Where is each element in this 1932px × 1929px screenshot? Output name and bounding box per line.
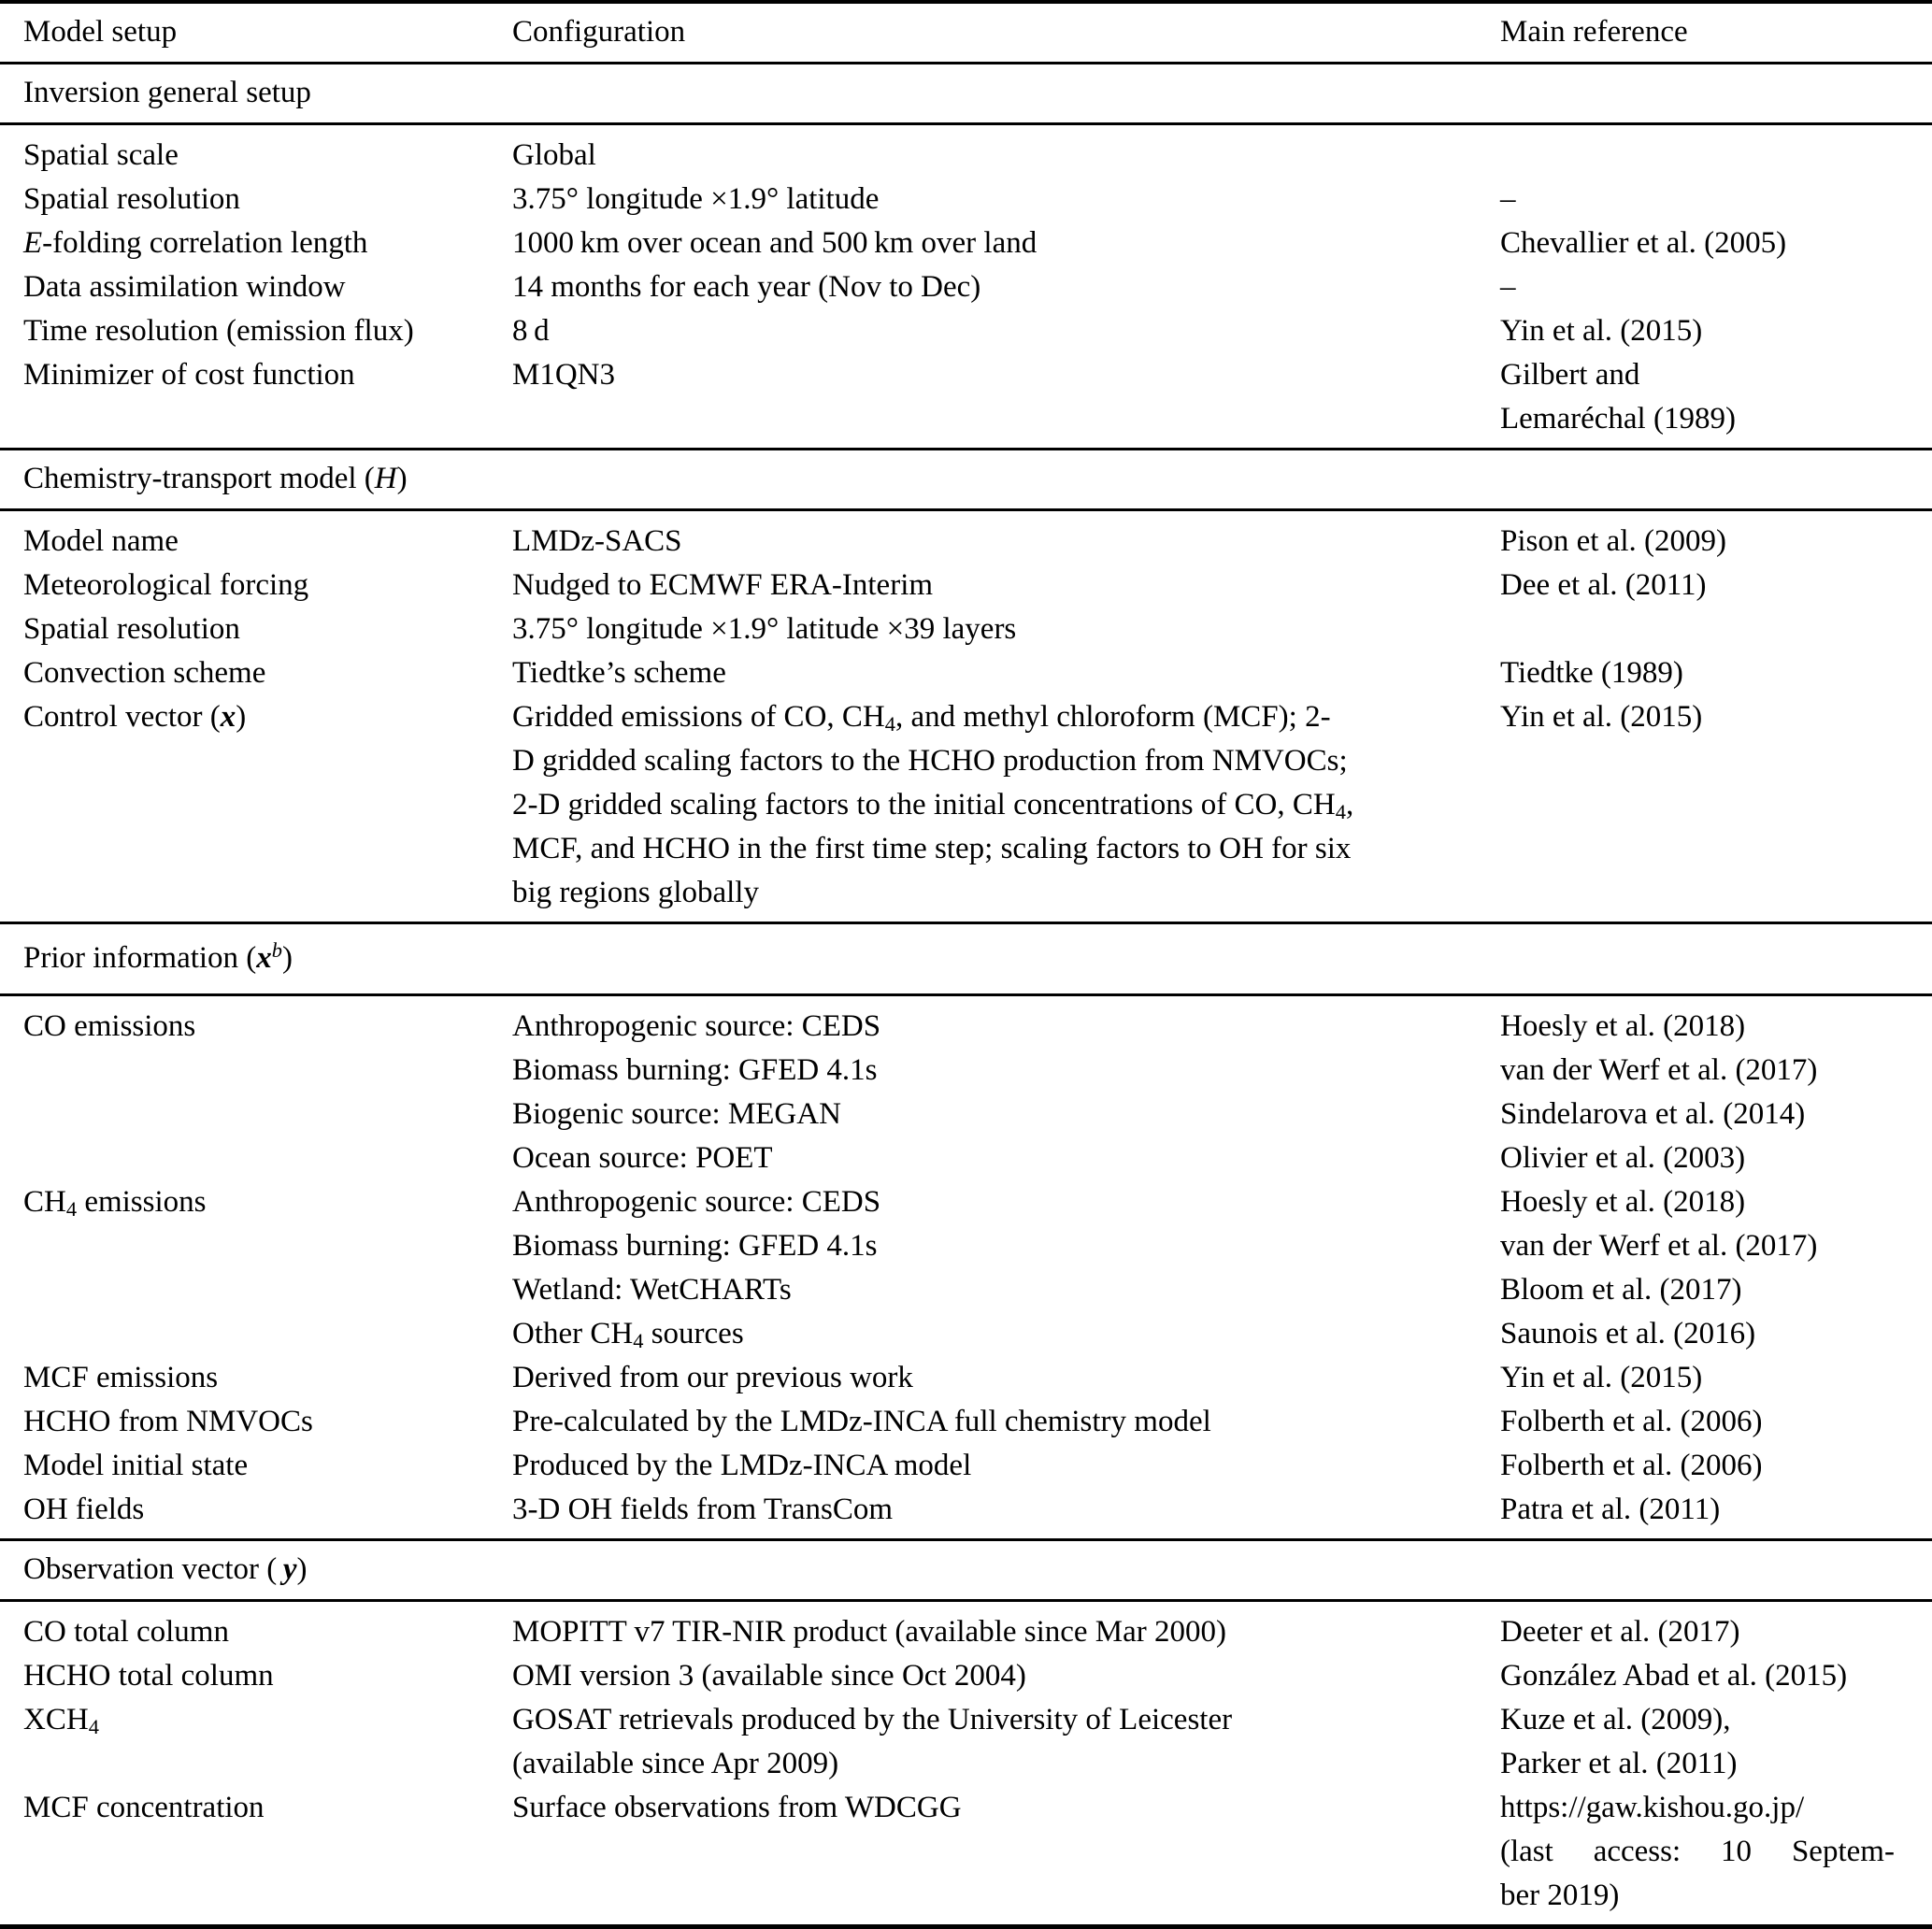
table-row	[0, 1444, 1932, 1488]
text-segment: Surface observations from WDCGG	[512, 1791, 962, 1824]
text-segment: Model name	[23, 524, 179, 558]
cell-main-reference	[1500, 827, 1932, 871]
text-segment: CO total column	[23, 1615, 229, 1649]
table-row	[0, 1830, 1932, 1874]
cell-main-reference	[1500, 564, 1932, 607]
text-segment: CH	[23, 1185, 66, 1219]
cell-main-reference	[1500, 1610, 1932, 1654]
cell-configuration	[512, 1874, 1500, 1918]
text-segment: van der Werf et al. (2017)	[1500, 1229, 1818, 1263]
text-segment: 14 months for each year (Nov to Dec)	[512, 270, 981, 304]
table-row	[0, 1610, 1932, 1654]
text-segment: 4	[88, 1714, 99, 1738]
section-header-row	[0, 450, 1932, 508]
cell-model-setup	[23, 353, 512, 397]
cell-configuration	[512, 1356, 1500, 1400]
table-row	[0, 1488, 1932, 1532]
text-segment: Wetland: WetCHARTs	[512, 1273, 792, 1307]
text-segment: OMI version 3 (available since Oct 2004)	[512, 1659, 1026, 1693]
cell-main-reference	[1500, 397, 1932, 441]
cell-model-setup	[23, 1698, 512, 1742]
text-segment: Global	[512, 138, 596, 172]
table-section	[0, 64, 1932, 450]
table-row	[0, 695, 1932, 739]
cell-configuration	[512, 1444, 1500, 1488]
cell-model-setup	[23, 651, 512, 695]
text-segment: OH fields	[23, 1493, 145, 1526]
text-segment: Sindelarova et al. (2014)	[1500, 1097, 1806, 1131]
cell-model-setup	[23, 1786, 512, 1830]
cell-model-setup	[23, 695, 512, 739]
table-section	[0, 924, 1932, 1541]
text-segment: Spatial resolution	[23, 612, 240, 646]
cell-configuration	[512, 739, 1500, 783]
section-body	[0, 1602, 1932, 1924]
cell-model-setup	[23, 397, 512, 441]
table-row	[0, 1136, 1932, 1180]
table-bottom-rule	[0, 1924, 1932, 1929]
text-segment: Hoesly et al. (2018)	[1500, 1185, 1746, 1219]
cell-model-setup	[23, 564, 512, 607]
table-row	[0, 1356, 1932, 1400]
table-sections	[0, 64, 1932, 1929]
cell-model-setup	[23, 520, 512, 564]
cell-configuration	[512, 1742, 1500, 1786]
table-header-row	[0, 4, 1932, 62]
text-segment: 4	[884, 711, 895, 736]
text-segment: -folding correlation length	[42, 226, 368, 260]
cell-model-setup	[23, 871, 512, 915]
cell-configuration	[512, 783, 1500, 827]
cell-model-setup	[23, 1488, 512, 1532]
cell-configuration	[512, 1786, 1500, 1830]
text-segment: Data assimilation window	[23, 270, 346, 304]
cell-configuration	[512, 1698, 1500, 1742]
text-segment: )	[296, 1552, 308, 1586]
cell-main-reference	[1500, 1830, 1932, 1874]
text-segment: MCF concentration	[23, 1791, 265, 1824]
cell-model-setup	[23, 1180, 512, 1224]
text-segment: MOPITT v7 TIR-NIR product (available since Mar 2000)	[512, 1615, 1227, 1649]
text-segment: Chevallier et al. (2005)	[1500, 226, 1787, 260]
cell-model-setup	[23, 1093, 512, 1136]
text-segment: Yin et al. (2015)	[1500, 700, 1703, 734]
text-segment: Tiedtke’s scheme	[512, 656, 726, 690]
text-segment: Anthropogenic source: CEDS	[512, 1009, 881, 1043]
table-row	[0, 520, 1932, 564]
section-header-row	[0, 64, 1932, 122]
text-segment: MCF, and HCHO in the first time step; scaling factors to OH for six	[512, 832, 1352, 865]
text-segment: Time resolution (emission flux)	[23, 314, 414, 348]
table-row	[0, 1742, 1932, 1786]
text-segment: 3-D OH fields from TransCom	[512, 1493, 894, 1526]
text-segment: M1QN3	[512, 358, 616, 392]
cell-model-setup	[23, 1356, 512, 1400]
text-segment: )	[236, 700, 247, 734]
cell-main-reference	[1500, 739, 1932, 783]
cell-configuration	[512, 1400, 1500, 1444]
cell-model-setup	[23, 1312, 512, 1356]
text-segment: )	[282, 941, 293, 975]
cell-model-setup	[23, 1654, 512, 1698]
section-header-row	[0, 1541, 1932, 1599]
cell-configuration	[512, 827, 1500, 871]
cell-configuration	[512, 1312, 1500, 1356]
table-row	[0, 1005, 1932, 1049]
cell-model-setup	[23, 265, 512, 309]
text-segment: )	[396, 462, 408, 495]
cell-model-setup	[23, 607, 512, 651]
cell-main-reference	[1500, 1312, 1932, 1356]
table-row	[0, 827, 1932, 871]
cell-model-setup	[23, 1400, 512, 1444]
cell-main-reference	[1500, 1268, 1932, 1312]
text-segment: Minimizer of cost function	[23, 358, 355, 392]
text-segment: Observation vector (	[23, 1552, 283, 1586]
cell-model-setup	[23, 134, 512, 178]
table-row	[0, 1698, 1932, 1742]
table-row	[0, 607, 1932, 651]
text-segment: sources	[643, 1317, 744, 1350]
text-segment: (last access: 10 Septem-	[1500, 1835, 1895, 1868]
cell-model-setup	[23, 1136, 512, 1180]
text-segment: Kuze et al. (2009),	[1500, 1703, 1731, 1736]
text-segment: Spatial resolution	[23, 182, 240, 216]
table-row	[0, 1268, 1932, 1312]
cell-main-reference	[1500, 1488, 1932, 1532]
cell-model-setup	[23, 1444, 512, 1488]
text-segment: Gilbert and	[1500, 358, 1640, 392]
cell-model-setup	[23, 309, 512, 353]
cell-model-setup	[23, 1610, 512, 1654]
cell-main-reference	[1500, 1356, 1932, 1400]
text-segment: 4	[1335, 799, 1346, 823]
cell-main-reference	[1500, 1786, 1932, 1830]
cell-main-reference	[1500, 353, 1932, 397]
text-segment: van der Werf et al. (2017)	[1500, 1053, 1818, 1087]
text-segment: –	[1500, 182, 1516, 216]
text-segment: Derived from our previous work	[512, 1361, 913, 1394]
text-segment: Lemaréchal (1989)	[1500, 402, 1736, 436]
cell-main-reference	[1500, 1005, 1932, 1049]
text-segment: Gridded emissions of CO, CH	[512, 700, 885, 734]
section-body	[0, 996, 1932, 1538]
text-segment: González Abad et al. (2015)	[1500, 1659, 1848, 1693]
cell-configuration	[512, 1136, 1500, 1180]
text-segment: Meteorological forcing	[23, 568, 309, 602]
cell-configuration	[512, 1049, 1500, 1093]
cell-configuration	[512, 1224, 1500, 1268]
table-row	[0, 221, 1932, 265]
text-segment: Folberth et al. (2006)	[1500, 1449, 1763, 1482]
table-section	[0, 1541, 1932, 1929]
cell-configuration	[512, 1268, 1500, 1312]
cell-main-reference	[1500, 1698, 1932, 1742]
cell-configuration	[512, 397, 1500, 441]
cell-model-setup	[23, 1268, 512, 1312]
text-segment: ,	[1345, 788, 1354, 822]
cell-main-reference	[1500, 1400, 1932, 1444]
cell-main-reference	[1500, 695, 1932, 739]
cell-model-setup	[23, 1830, 512, 1874]
cell-main-reference	[1500, 783, 1932, 827]
cell-main-reference	[1500, 1180, 1932, 1224]
text-segment: Model initial state	[23, 1449, 249, 1482]
cell-main-reference	[1500, 134, 1932, 178]
text-segment: HCHO total column	[23, 1659, 274, 1693]
text-segment: 4	[65, 1196, 78, 1221]
section-body	[0, 125, 1932, 448]
text-segment: Produced by the LMDz-INCA model	[512, 1449, 972, 1482]
cell-main-reference	[1500, 1049, 1932, 1093]
text-segment: XCH	[23, 1703, 89, 1736]
cell-model-setup	[23, 827, 512, 871]
section-title	[23, 936, 1932, 980]
table-row	[0, 783, 1932, 827]
cell-configuration	[512, 1610, 1500, 1654]
text-segment: LMDz-SACS	[512, 524, 682, 558]
text-segment: 4	[633, 1328, 644, 1352]
cell-configuration	[512, 1180, 1500, 1224]
cell-configuration	[512, 1830, 1500, 1874]
text-segment: , and methyl chloroform (MCF); 2-	[894, 700, 1331, 734]
cell-main-reference	[1500, 178, 1932, 221]
table-row	[0, 739, 1932, 783]
text-segment: Bloom et al. (2017)	[1500, 1273, 1742, 1307]
text-segment: 2-D gridded scaling factors to the initial concentrations of CO, CH	[512, 788, 1336, 822]
text-segment: 8 d	[512, 314, 550, 348]
cell-main-reference	[1500, 1654, 1932, 1698]
cell-configuration	[512, 520, 1500, 564]
text-segment: Chemistry-transport model (	[23, 462, 375, 495]
cell-configuration	[512, 1488, 1500, 1532]
text-segment: Tiedtke (1989)	[1500, 656, 1683, 690]
text-segment: D gridded scaling factors to the HCHO production from NMVOCs;	[512, 744, 1348, 778]
cell-model-setup	[23, 1005, 512, 1049]
cell-configuration	[512, 871, 1500, 915]
cell-main-reference	[1500, 1093, 1932, 1136]
cell-configuration	[512, 309, 1500, 353]
text-segment: Spatial scale	[23, 138, 179, 172]
cell-model-setup	[23, 1224, 512, 1268]
cell-configuration	[512, 221, 1500, 265]
cell-model-setup	[23, 221, 512, 265]
cell-configuration	[512, 1093, 1500, 1136]
text-segment: Other CH	[512, 1317, 634, 1350]
text-segment: HCHO from NMVOCs	[23, 1405, 313, 1438]
table-row	[0, 309, 1932, 353]
text-segment: Convection scheme	[23, 656, 266, 690]
text-segment: (available since Apr 2009)	[512, 1747, 839, 1780]
text-segment: Yin et al. (2015)	[1500, 314, 1703, 348]
cell-configuration	[512, 265, 1500, 309]
table-row	[0, 651, 1932, 695]
cell-main-reference	[1500, 1444, 1932, 1488]
text-segment: Pre-calculated by the LMDz-INCA full chemistry model	[512, 1405, 1211, 1438]
text-segment: Ocean source: POET	[512, 1141, 773, 1175]
text-segment: y	[282, 1552, 297, 1586]
table-row	[0, 134, 1932, 178]
cell-model-setup	[23, 178, 512, 221]
table-row	[0, 353, 1932, 397]
table-row	[0, 1400, 1932, 1444]
cell-configuration	[512, 564, 1500, 607]
cell-main-reference	[1500, 309, 1932, 353]
text-segment: ber 2019)	[1500, 1879, 1620, 1912]
table-row	[0, 265, 1932, 309]
section-title	[23, 71, 1932, 115]
text-segment: 3.75° longitude ×1.9° latitude ×39 layers	[512, 612, 1017, 646]
text-segment: Patra et al. (2011)	[1500, 1493, 1721, 1526]
table-row	[0, 1093, 1932, 1136]
text-segment: Biogenic source: MEGAN	[512, 1097, 841, 1131]
text-segment: Folberth et al. (2006)	[1500, 1405, 1763, 1438]
text-segment: Anthropogenic source: CEDS	[512, 1185, 881, 1219]
table-row	[0, 397, 1932, 441]
text-segment: E	[23, 226, 43, 260]
cell-main-reference	[1500, 607, 1932, 651]
cell-configuration	[512, 353, 1500, 397]
cell-main-reference	[1500, 651, 1932, 695]
text-segment: big regions globally	[512, 876, 759, 909]
table-row	[0, 178, 1932, 221]
cell-configuration	[512, 607, 1500, 651]
cell-main-reference	[1500, 221, 1932, 265]
cell-model-setup	[23, 1049, 512, 1093]
column-header-configuration: Configuration	[512, 15, 686, 49]
text-segment: Biomass burning: GFED 4.1s	[512, 1229, 878, 1263]
text-segment: GOSAT retrievals produced by the University of Leicester	[512, 1703, 1233, 1736]
cell-model-setup	[23, 1874, 512, 1918]
text-segment: 1000 km over ocean and 500 km over land	[512, 226, 1038, 260]
text-segment: Olivier et al. (2003)	[1500, 1141, 1746, 1175]
text-segment: –	[1500, 270, 1516, 304]
table-row	[0, 871, 1932, 915]
cell-configuration	[512, 1005, 1500, 1049]
cell-main-reference	[1500, 871, 1932, 915]
cell-main-reference	[1500, 520, 1932, 564]
text-segment: Saunois et al. (2016)	[1500, 1317, 1756, 1350]
section-title	[23, 1548, 1932, 1592]
cell-configuration	[512, 651, 1500, 695]
cell-main-reference	[1500, 1136, 1932, 1180]
text-segment: H	[374, 462, 397, 495]
cell-main-reference	[1500, 1224, 1932, 1268]
text-segment: x	[256, 941, 272, 975]
text-segment: emissions	[77, 1185, 207, 1219]
cell-model-setup	[23, 739, 512, 783]
text-segment: Yin et al. (2015)	[1500, 1361, 1703, 1394]
cell-configuration	[512, 134, 1500, 178]
text-segment: Deeter et al. (2017)	[1500, 1615, 1740, 1649]
table-row	[0, 1224, 1932, 1268]
table-row	[0, 564, 1932, 607]
table-row	[0, 1049, 1932, 1093]
text-segment: CO emissions	[23, 1009, 196, 1043]
table-row	[0, 1654, 1932, 1698]
cell-main-reference	[1500, 265, 1932, 309]
cell-model-setup	[23, 1742, 512, 1786]
cell-configuration	[512, 1654, 1500, 1698]
text-segment: Biomass burning: GFED 4.1s	[512, 1053, 878, 1087]
text-segment: Prior information (	[23, 941, 257, 975]
cell-configuration	[512, 178, 1500, 221]
text-segment: x	[220, 700, 236, 734]
table-row	[0, 1786, 1932, 1830]
table-row	[0, 1874, 1932, 1918]
cell-model-setup	[23, 783, 512, 827]
text-segment: Inversion general setup	[23, 76, 311, 109]
text-segment: MCF emissions	[23, 1361, 219, 1394]
text-segment: 3.75° longitude ×1.9° latitude	[512, 182, 880, 216]
column-header-main-reference: Main reference	[1500, 15, 1688, 49]
section-header-row	[0, 924, 1932, 993]
section-title	[23, 457, 1932, 501]
wdcgg-link[interactable]: https://gaw.kishou.go.jp/	[1500, 1791, 1805, 1824]
table-section	[0, 450, 1932, 924]
text-segment: Control vector (	[23, 700, 221, 734]
text-segment: b	[271, 937, 283, 962]
section-body	[0, 511, 1932, 922]
cell-main-reference	[1500, 1742, 1932, 1786]
table-row	[0, 1180, 1932, 1224]
column-header-model-setup: Model setup	[23, 15, 178, 49]
text-segment: Pison et al. (2009)	[1500, 524, 1726, 558]
cell-main-reference	[1500, 1874, 1932, 1918]
text-segment: Nudged to ECMWF ERA-Interim	[512, 568, 934, 602]
table-row	[0, 1312, 1932, 1356]
text-segment: Parker et al. (2011)	[1500, 1747, 1738, 1780]
text-segment: Hoesly et al. (2018)	[1500, 1009, 1746, 1043]
text-segment: Dee et al. (2011)	[1500, 568, 1707, 602]
cell-configuration	[512, 695, 1500, 739]
